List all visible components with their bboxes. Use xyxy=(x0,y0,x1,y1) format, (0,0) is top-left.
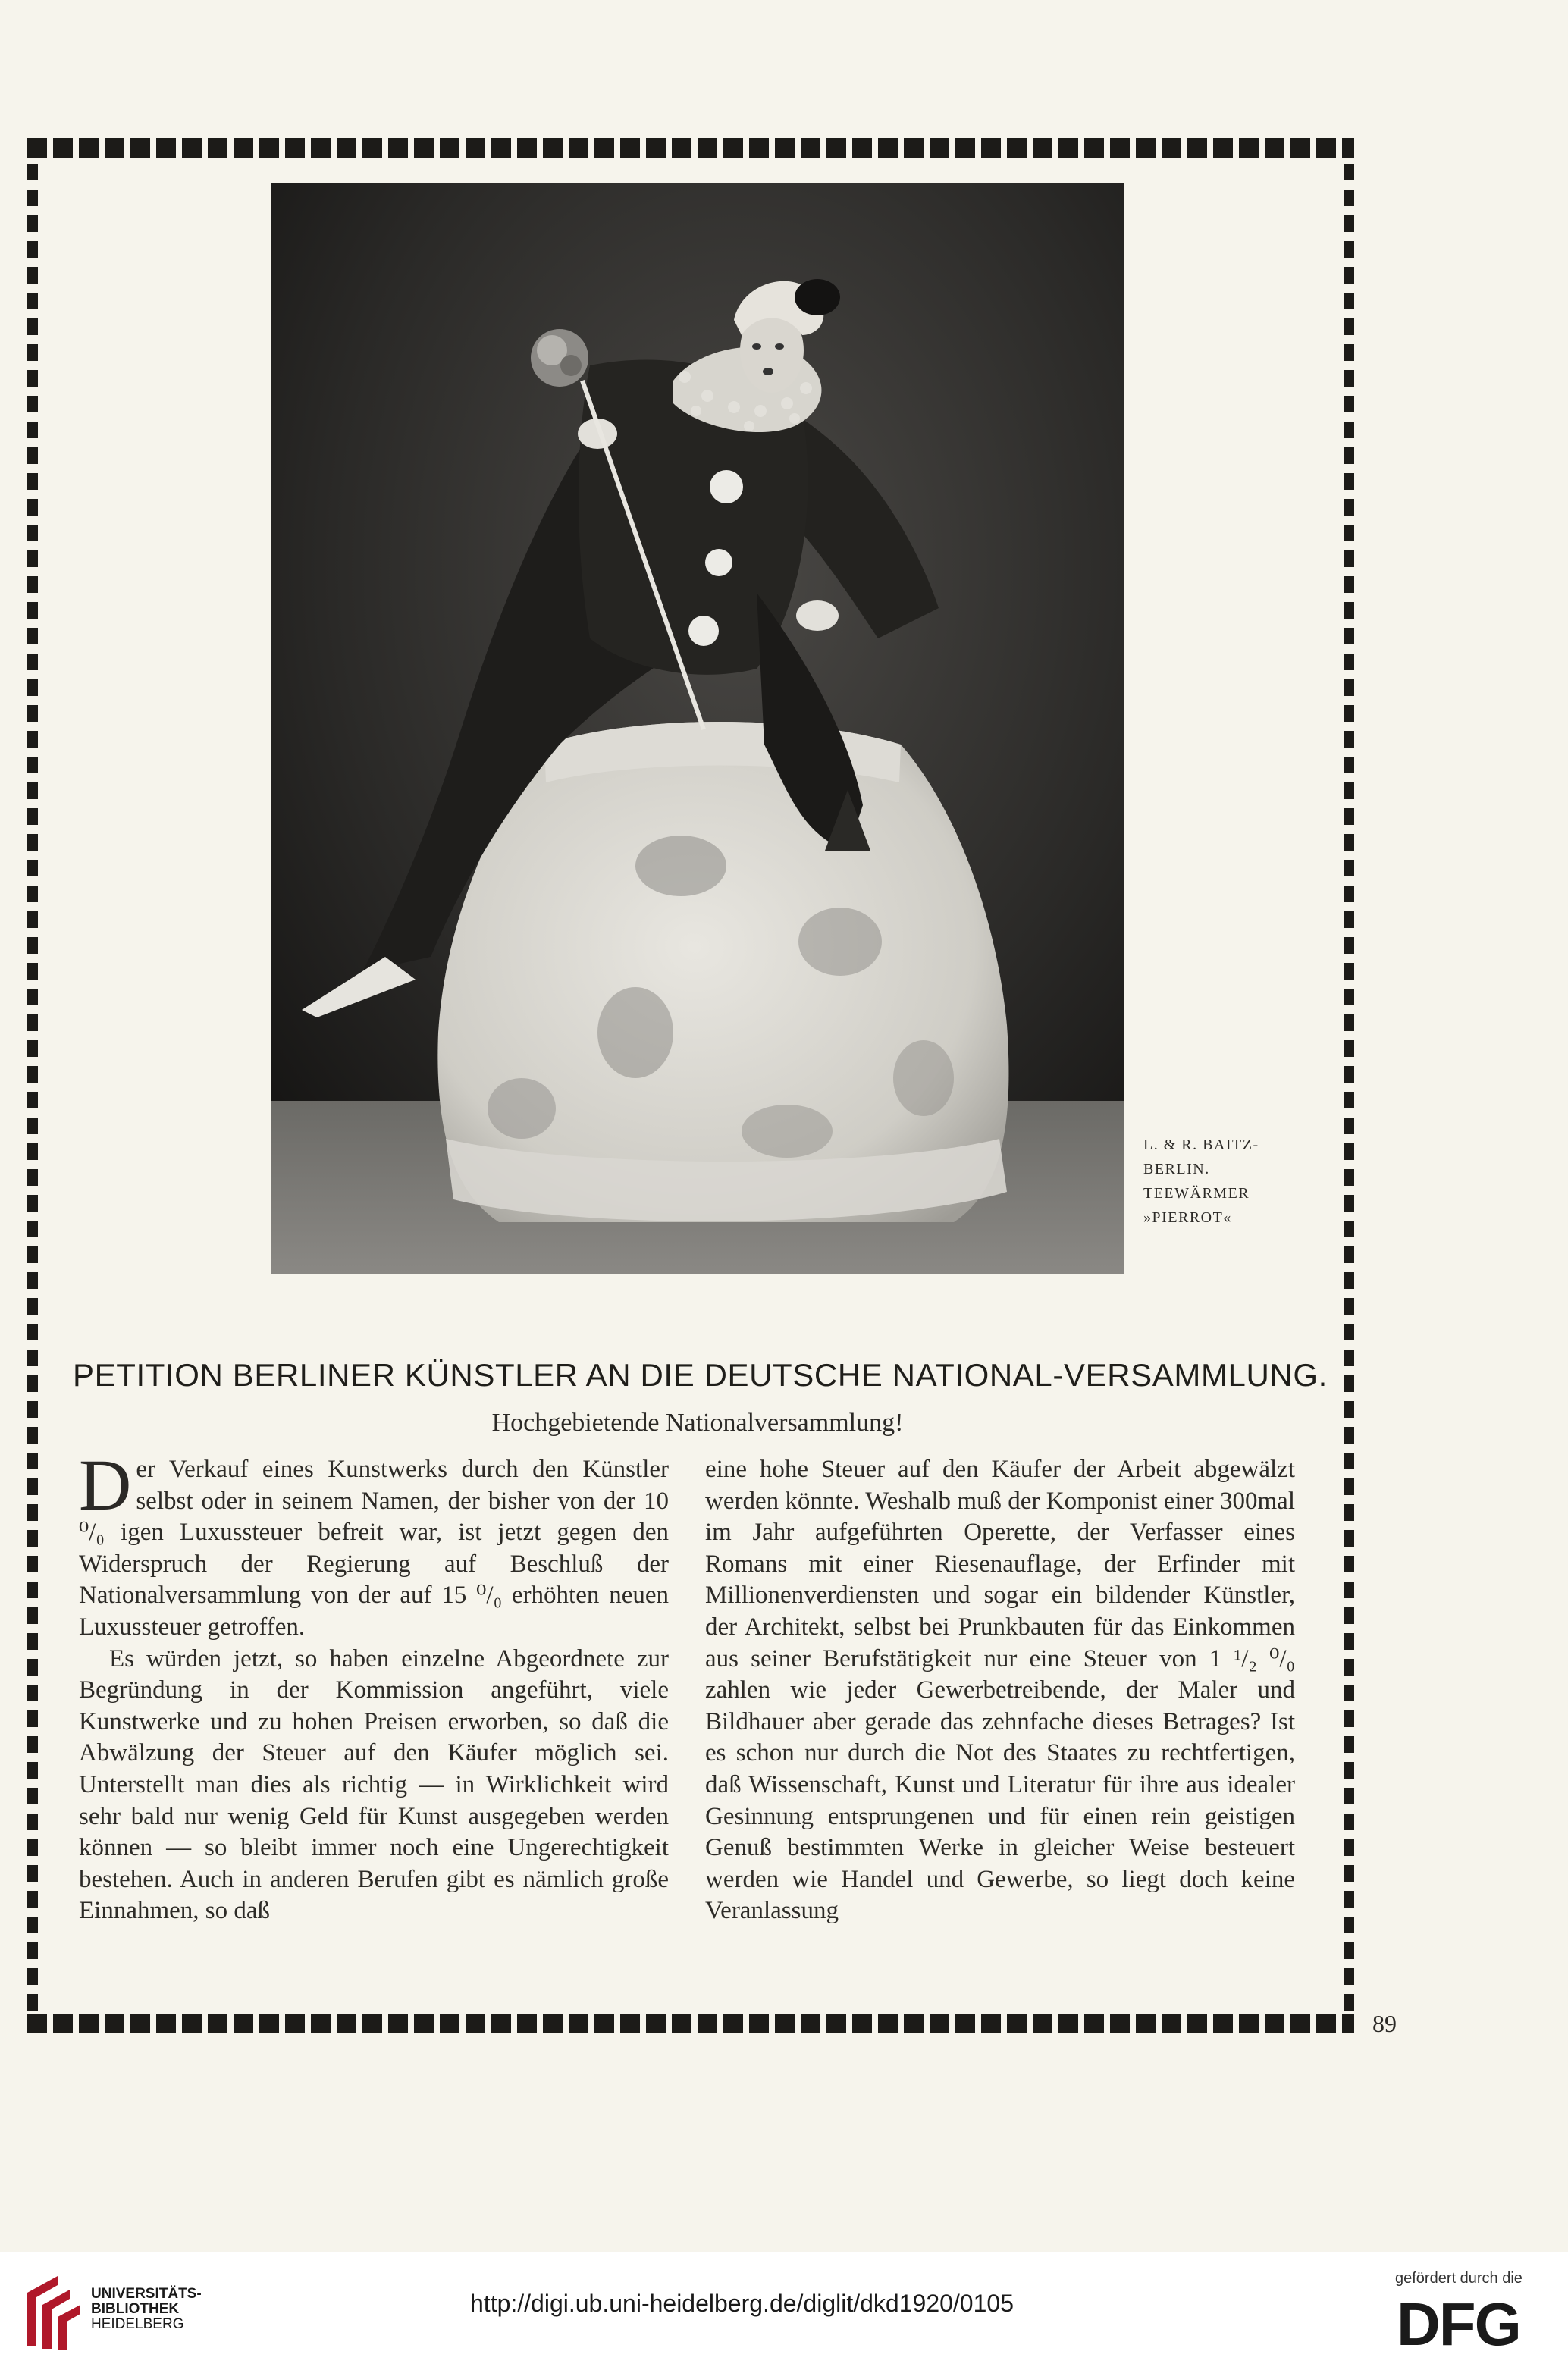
pierrot-tea-cosy-photograph xyxy=(271,183,1124,1274)
photo-caption xyxy=(1143,1133,1295,1230)
library-name-line3: HEIDELBERG xyxy=(91,2316,184,2332)
page-number: 89 xyxy=(1372,2010,1397,2037)
paragraph-3: eine hohe Steuer auf den Käufer der Arbeit abgewälzt werden könnte. Weshalb muß der Komponist einer 300mal im Jahr aufgeführten Operette, der Verfasser eines Romans mit einer Riesenauflage, der Erfinder mit Millionenverdiensten und sogar ein bildender Künstler, der Architekt, selbst bei Prunkbauten für das Einkommen aus seiner Berufstätigkeit nur eine Steuer von 1 ¹/₂ ⁰/₀ zahlen wie jeder Gewerbetreibende, der Maler und Bildhauer aber gerade das zehnfache dieses Betrages? Ist es schon nur durch die Not des Staates zu rechtfertigen, daß Wissenschaft, Kunst und Literatur für ihre aus idealer Gesinnung entsprungenen und für einen rein geistigen Genuß bestimmten Werke in gleicher Weise besteuert werden wie Handel und Gewerbe, so liegt doch keine Veranlassung xyxy=(705,1456,1295,1925)
text-column-right xyxy=(705,1454,1295,1927)
paragraph-2: Es würden jetzt, so haben einzelne Abgeordnete zur Begründung in der Kommission angeführt, viele Kunstwerke und zu hohen Preisen erworben, so daß die Abwälzung der Steuer auf den Käufer möglich sei. Unterstellt man dies als richtig — in Wirklichkeit wird sehr bald nur wenig Geld für Kunst ausgegeben werden können — so bleibt immer noch eine Ungerechtigkeit bestehen. Auch in anderen Berufen gibt es nämlich große Einnahmen, so daß xyxy=(79,1644,669,1925)
university-library-logo-icon xyxy=(20,2270,88,2353)
frame-left-border xyxy=(27,138,38,2014)
frame-bottom-border xyxy=(27,2014,1354,2033)
frame-top-border xyxy=(27,138,1354,158)
article-salutation: Hochgebietende Nationalversammlung! xyxy=(491,1409,904,1437)
library-name-line1: UNIVERSITÄTS- xyxy=(91,2286,202,2302)
article-title: PETITION BERLINER KÜNSTLER AN DIE DEUTSCHE NATIONAL-VERSAMMLUNG. xyxy=(73,1357,1328,1393)
digitization-footer xyxy=(0,2252,1568,2367)
paragraph-1 xyxy=(79,1444,669,1644)
frame-right-border xyxy=(1344,138,1354,2014)
tea-cosy-skirt xyxy=(437,722,1008,1222)
drop-cap: D xyxy=(79,1444,132,1525)
dfg-logo: DFG xyxy=(1397,2290,1520,2358)
caption-line-title: »PIERROT« xyxy=(1143,1209,1232,1226)
text-column-left xyxy=(79,1444,669,1927)
caption-line-maker: L. & R. BAITZ- xyxy=(1143,1136,1259,1153)
photo-illustration xyxy=(271,183,1124,1274)
funding-label: gefördert durch die xyxy=(1395,2270,1523,2287)
library-name-line2: BIBLIOTHEK xyxy=(91,2301,180,2317)
permalink-url[interactable]: http://digi.ub.uni-heidelberg.de/diglit/dkd1920/0105 xyxy=(470,2290,1014,2317)
library-name xyxy=(91,2287,202,2332)
caption-line-object: TEEWÄRMER xyxy=(1143,1185,1250,1202)
caption-line-city: BERLIN. xyxy=(1143,1161,1210,1177)
paragraph-1-text: er Verkauf eines Kunstwerks durch den Künstler selbst oder in seinem Namen, der bisher von der 10 ⁰/₀ igen Luxussteuer befreit war, ist jetzt gegen den Widerspruch der Regierung auf Beschluß der Nationalversammlung von der auf 15 ⁰/₀ erhöhten neuen Luxussteuer getroffen. xyxy=(79,1456,669,1641)
